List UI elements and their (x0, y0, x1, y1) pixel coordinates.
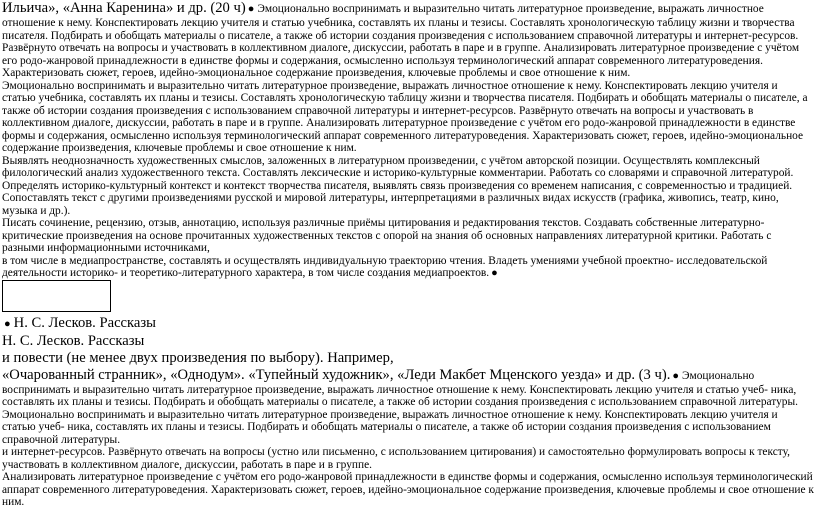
section-works-paragraph (2, 367, 814, 409)
section-title-1 (2, 315, 814, 333)
paragraph-4-text: в том числе в медиапространстве, составлять и осуществлять индивидуальную траекторию чтения. Владеть умениями учебной проектно- исследовательской деятельности историко- и теоретико-литературного характера, в том числе создания медиапроектов. (2, 254, 768, 279)
header-title: Ильича», «Анна Каренина» и др. (20 ч) (2, 0, 246, 16)
header-text: Эмоционально воспринимать и выразительно читать литературное произведение, выражать личностное отношение к нему. Конспектировать лекцию учителя и статью учебника, составлять их планы и тезисы. Составлять хронологическую таблицу жизни и творчества писателя. Подбирать и обобщать материалы о писателе, а также об истории создания произведения с использованием справочной литературы и интернет-ресурсов. Развёрнуто отвечать на вопросы и участвовать в коллективном диалоге, дискуссии, работать в паре и в группе. Анализировать литературное произведение с учётом его родо-жанровой принадлежности в единстве формы и содержания, осмысленно используя терминологический аппарат современного литературоведения. Характеризовать сюжет, героев, идейно-эмоциональное содержание произведения, ключевые проблемы и свое отношение к ним. (2, 3, 800, 79)
tail-paragraph-3: Анализировать литературное произведение с учётом его родо-жанровой принадлежности в единстве формы и содержания, осмысленно используя терминологический аппарат современного литературоведения. Характеризовать сюжет, героев, идейно-эмоциональное содержание произведения, ключевые проблемы и свое отношение к ним. (2, 471, 814, 508)
tail-paragraph-2: и интернет-ресурсов. Развёрнуто отвечать на вопросы (устно или письменно, с использованием цитирования) и самостоятельно формулировать вопросы к тексту, участвовать в коллективном диалоге, дискуссии, работать в паре и в группе. (2, 446, 791, 471)
paragraph-1: Эмоционально воспринимать и выразительно читать литературное произведение, выражать личностное отношение к нему. Конспектировать лекцию учителя и статью учебника, составлять их планы и тезисы. Составлять хронологическую таблицу жизни и творчества писателя. Подбирать и обобщать материалы о писателе, а также об истории создания произведения с использованием справочной литературы и интернет-ресурсов. Развёрнуто отвечать на вопросы и участвовать в коллективном диалоге, дискуссии, работать в паре и в группе. Анализировать литературное произведение с учётом его родо-жанровой принадлежности в единстве формы и содержания, осмысленно используя терминологический аппарат современного литературоведения. Характеризовать сюжет, героев, идейно-эмоциональное содержание произведения, ключевые проблемы и свое отношение к ним. (2, 79, 808, 154)
bullet-icon: ● (4, 317, 11, 330)
bullet-icon: ● (247, 3, 255, 15)
paragraph-3: Писать сочинение, рецензию, отзыв, аннотацию, используя различные приёмы цитирования и редактирования текстов. Создавать собственные литературно-критические произведения на основе прочитанных художественных текстов с опорой на знания об основных направлениях литературной критики. Работать с разными информационными источниками, (2, 217, 772, 254)
paragraph-2: Выявлять неоднозначность художественных смыслов, заложенных в литературном произведении, с учётом авторской позиции. Осуществлять комплексный филологический анализ художественного текста. Составлять лексические и историко-культурные комментарии. Работать со словарями и справочной литературой. Определять историко-культурный контекст и контекст творчества писателя, выявлять связь произведения со временем написания, с современностью и традицией. Сопоставлять текст с другими произведениями русской и мировой литературы, интерпретациями в различных видах искусств (графика, живопись, театр, кино, музыка и др.). (2, 154, 794, 217)
section-title-2: Н. С. Лесков. Рассказы (2, 332, 145, 349)
section-title-1-text: Н. С. Лесков. Рассказы (13, 314, 156, 331)
paragraph-4 (2, 255, 814, 280)
empty-frame (2, 280, 111, 312)
section-title-3: и повести (не менее двух произведения по выбору). Например, (2, 349, 394, 366)
header-paragraph (2, 0, 814, 80)
bullet-icon: ● (491, 267, 498, 279)
section-inline-text: Эмоционально воспринимать и выразительно читать литературное произведение, выражать личностное отношение к нему. Конспектировать лекцию учителя и статью учеб- ника, составлять их планы и тезисы. Подбирать и обобщать материалы о писателе, а также об истории создания произведения с использованием справочной литературы. (2, 369, 798, 408)
tail-paragraph-1: Эмоционально воспринимать и выразительно читать литературное произведение, выражать личностное отношение к нему. Конспектировать лекцию учителя и статью учеб- ника, составлять их планы и тезисы. Подбирать и обобщать материалы о писателе, а также об истории создания произведения с использованием справочной литературы. (2, 408, 778, 446)
section-title-4: «Очарованный странник», «Однодум». «Тупейный художник», «Леди Макбет Мценского уезда» и др. (3 ч). (2, 366, 671, 383)
bullet-icon: ● (672, 369, 679, 382)
document-page (2, 0, 814, 509)
